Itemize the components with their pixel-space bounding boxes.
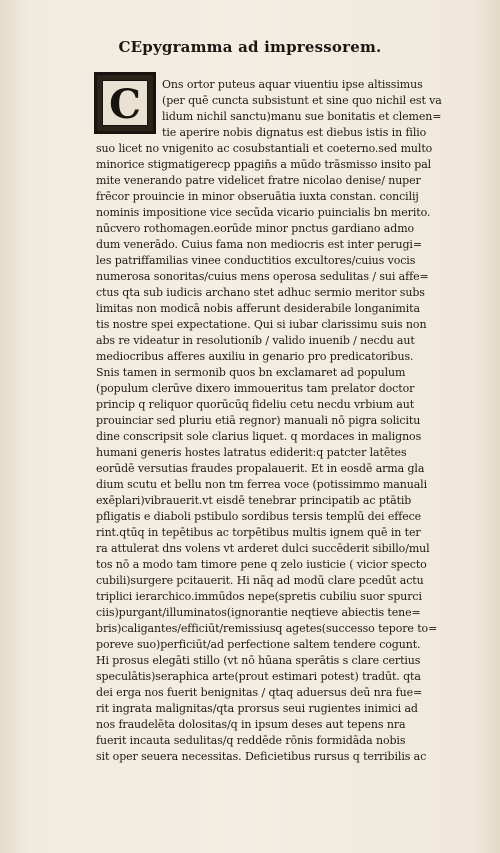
text-line: nūcvero rothomagen.eorūde minor pnctus gardiano admo bbox=[96, 222, 415, 235]
text-line: exēplari)vibrauerit.vt eisdē tenebrar principatib ac ptātib bbox=[96, 494, 412, 507]
text-line: lidum nichil sanctu)manu sue bonitatis et clemen= bbox=[162, 110, 442, 123]
text-line: ctus qta sub iudicis archano stet adhuc sermio meritor subs bbox=[96, 286, 425, 299]
text-line: rint.qtūq in tepētibus ac torpētibus multis ignem quē in ter bbox=[96, 526, 421, 539]
text-line: pfligatis e diaboli pstibulo sordibus tersis templū dei effece bbox=[96, 510, 422, 523]
text-line: dum venerādo. Cuius fama non mediocris est inter perugi= bbox=[96, 238, 422, 251]
text-line: tos nō a modo tam timore pene q zelo iusticie ( vicior specto bbox=[96, 558, 427, 571]
text-line: dium scutu et bellu non tm ferrea voce (potissimmo manuali bbox=[96, 478, 427, 491]
text-line: poreve suo)perficiūt/ad perfectione saltem tendere cogunt. bbox=[96, 638, 421, 651]
text-line: nos fraudelēta dolositas/q in ipsum deses aut tepens nra bbox=[96, 718, 406, 731]
text-line: (per quē cuncta subsistunt et sine quo nichil est va bbox=[162, 94, 442, 107]
text-line: nominis impositione vice secūda vicario puincialis bn merito. bbox=[96, 206, 431, 219]
text-line: ciis)purgant/illuminatos(ignorantie neqtieve abiectis tene= bbox=[96, 606, 421, 619]
text-line: tie aperire nobis dignatus est diebus istis in filio bbox=[162, 126, 427, 139]
text-line: abs re videatur in resolutionib / valido inuenib / necdu aut bbox=[96, 334, 415, 347]
text-line: (populum clerūve dixero immoueritus tam prelator doctor bbox=[96, 382, 415, 395]
text-line: suo licet no vnigenito ac cosubstantiali et coeterno.sed multo bbox=[96, 142, 433, 155]
text-line: Snis tamen in sermonib quos bn exclamaret ad populum bbox=[96, 366, 406, 379]
text-line: prouinciar sed pluriu etiā regnor) manuali nō pigra solicitu bbox=[96, 414, 421, 427]
page-heading: CEpygramma ad impressorem. bbox=[118, 38, 382, 56]
text-line: speculātis)seraphica arte(prout estimari potest) tradūt. qta bbox=[96, 670, 421, 683]
initial-frame bbox=[102, 80, 148, 126]
text-line: Hi prosus elegāti stillo (vt nō hūana sperātis s clare certius bbox=[96, 654, 421, 667]
text-line: bris)caligantes/efficiūt/remissiusq agetes(successo tepore to= bbox=[96, 622, 438, 635]
text-line: eorūdē versutias fraudes propalauerit. Et in eosdē arma gla bbox=[96, 462, 425, 475]
initial-letter: C bbox=[109, 81, 141, 128]
text-line: ra attulerat dns volens vt arderet dulci succēderit sibillo/mul bbox=[96, 542, 430, 555]
text-line: humani generis hostes latratus ediderit:q patcter latētes bbox=[96, 446, 407, 459]
text-line: numerosa sonoritas/cuius mens operosa sedulitas / sui affe= bbox=[96, 270, 429, 283]
text-line: dei erga nos fuerit benignitas / qtaq aduersus deū nra fue= bbox=[96, 686, 423, 699]
text-line: sit oper seuera necessitas. Deficietibus rursus q terribilis ac bbox=[96, 750, 427, 763]
text-line: rit ingrata malignitas/qta prorsus seui rugientes inimici ad bbox=[96, 702, 418, 715]
text-line: mediocribus afferes auxiliu in genario pro predicatoribus. bbox=[96, 350, 414, 363]
text-line: Ons ortor puteus aquar viuentiu ipse altissimus bbox=[162, 78, 423, 91]
text-line: fuerit incauta sedulitas/q reddēde rōnis formidāda nobis bbox=[96, 734, 406, 747]
text-line: minorice stigmatigerecp ppagin̄s a mūdo trāsmisso insito pal bbox=[96, 158, 432, 171]
text-line: mite venerando patre videlicet fratre nicolao denise/ nuper bbox=[96, 174, 421, 187]
text-line: tis nostre spei expectatione. Qui si iubar clarissimu suis non bbox=[96, 318, 427, 331]
text-line: dine conscripsit sole clarius liquet. q mordaces in malignos bbox=[96, 430, 422, 443]
text-line: les patriffamilias vinee conductitios excultores/cuius vocis bbox=[96, 254, 416, 267]
text-line: triplici ierarchico.immūdos nepe(spretis cubiliu suor spurci bbox=[96, 590, 422, 603]
text-line: frēcor prouincie in minor obseruātia iuxta constan. concilij bbox=[96, 190, 419, 203]
text-line: limitas non modicā nobis afferunt desiderabile longanimita bbox=[96, 302, 420, 315]
text-line: princip q reliquor quorūcūq fideliu cetu necdu vrbium aut bbox=[96, 398, 415, 411]
decorated-initial bbox=[94, 72, 156, 134]
text-line: cubili)surgere pcitauerit. Hi nāq ad modū clare pcedūt actu bbox=[96, 574, 424, 587]
